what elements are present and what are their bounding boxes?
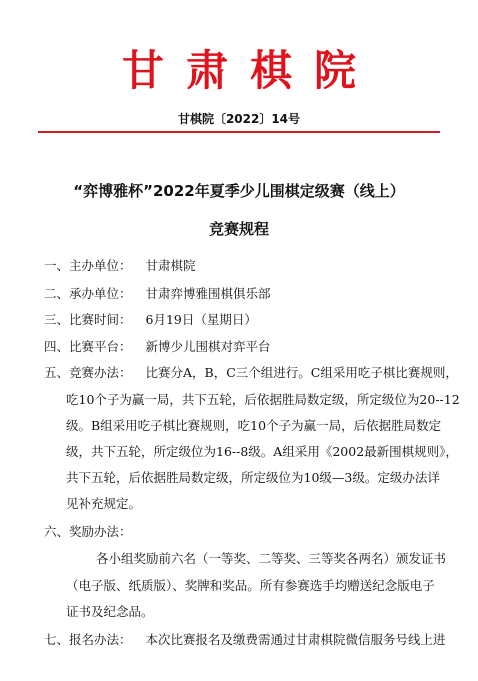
- paragraph-line: （电子版、纸质版）、奖牌和奖品。所有参赛选手均赠送纪念版电子: [66, 578, 435, 593]
- item-organizer: [44, 257, 196, 275]
- item-value: 甘肃弈博雅围棋俱乐部: [145, 286, 271, 301]
- item-co-organizer: [44, 285, 271, 303]
- paragraph-line: 证书及纪念品。: [66, 604, 154, 619]
- paragraph-line: 级，共下五轮，所定级位为16--8级。A组采用《2002最新围棋规则》，: [66, 444, 458, 459]
- paragraph-line: 吃10个子为赢一局，共下五轮，后依据胜局数定级，所定级位为20--12: [66, 392, 460, 407]
- paragraph-line: 见补充规定。: [66, 496, 142, 511]
- document-title: “弈博雅杯”2022年夏季少儿围棋定级赛（线上）: [73, 182, 405, 200]
- org-title: 甘肃棋院: [121, 46, 378, 95]
- item-value: 新博少儿围棋对弈平台: [145, 339, 271, 354]
- item-platform: [44, 338, 271, 356]
- item-value: 6月19日（星期日）: [145, 312, 257, 327]
- document-subtitle: 竞赛规程: [208, 220, 269, 238]
- item-label: 二、承办单位：: [44, 286, 132, 301]
- section-label: 五、竞赛办法：: [44, 365, 132, 380]
- item-date: [44, 311, 257, 329]
- paragraph-line: 比赛分A，B，C三个组进行。C组采用吃子棋比赛规则，: [145, 365, 458, 380]
- item-label: 一、主办单位：: [44, 258, 132, 273]
- red-divider-line: [38, 131, 440, 133]
- paragraph-line: 共下五轮，后依据胜局数定级，所定级位为10级—3级。定级办法详: [66, 470, 440, 485]
- paragraph-line: 本次比赛报名及缴费需通过甘肃棋院微信服务号线上进: [145, 632, 446, 647]
- section-label: 七、报名办法：: [44, 632, 132, 647]
- paragraph-line: 级。B组采用吃子棋比赛规则，吃10个子为赢一局，后依据胜局数定: [66, 418, 442, 433]
- section-awards-label: 六、奖励办法：: [44, 524, 132, 539]
- section-registration: [44, 631, 446, 649]
- paragraph-line: 各小组奖励前六名（一等奖、二等奖、三等奖各两名）颁发证书: [96, 551, 447, 566]
- section-rules-first-line: [44, 364, 458, 382]
- item-value: 甘肃棋院: [145, 258, 196, 273]
- item-label: 三、比赛时间：: [44, 312, 132, 327]
- document-number: 甘棋院〔2022〕14号: [177, 112, 301, 126]
- item-label: 四、比赛平台：: [44, 339, 132, 354]
